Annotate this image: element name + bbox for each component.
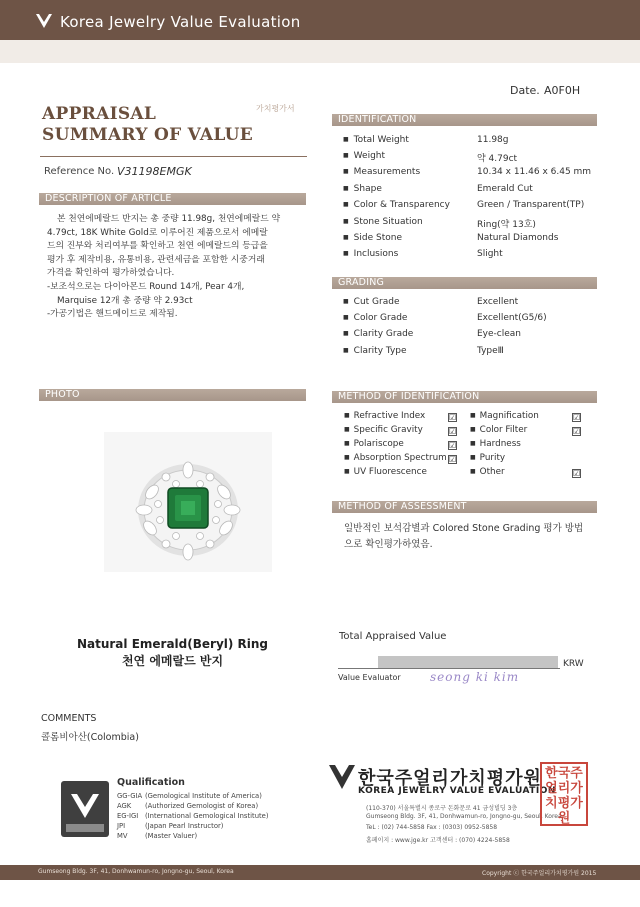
method-item [470, 411, 539, 421]
identification-row [343, 217, 603, 233]
qualification-row [117, 812, 269, 820]
appraised-value-line [338, 668, 560, 669]
title-divider [40, 156, 307, 157]
qualification-row [117, 792, 262, 800]
method-item [470, 425, 527, 435]
description-line: -보조석으로는 다이아몬드 Round 14개, Pear 4개, [47, 281, 245, 292]
grade-value: Eye-clean [477, 329, 522, 339]
checkbox-icon: ☑ [449, 441, 457, 450]
qualification-abbr: GG-GIA [117, 792, 143, 800]
grading-heading: GRADING [332, 277, 597, 289]
total-appraised-label: Total Appraised Value [339, 631, 447, 642]
identification-heading: IDENTIFICATION [332, 114, 597, 126]
qualification-desc: (International Gemological Institute) [145, 812, 269, 820]
evaluator-signature: seong ki kim [430, 670, 520, 684]
method-label: ■ Specific Gravity [344, 425, 423, 435]
method-item [470, 439, 521, 449]
method-item [344, 439, 404, 449]
spec-value: Ring(약 13호) [477, 220, 536, 230]
spec-value: Green / Transparent(TP) [477, 200, 585, 210]
method-label: ■ Purity [470, 453, 505, 463]
grade-value: TypeⅢ [477, 346, 504, 356]
reference-label: Reference No. [44, 166, 115, 177]
item-name-en: Natural Emerald(Beryl) Ring [76, 637, 269, 651]
checkbox-icon: ☑ [573, 427, 581, 436]
method-label: ■ Polariscope [344, 439, 404, 449]
identification-row [343, 151, 603, 167]
description-line: -가공기법은 핸드메이드로 제작됨. [47, 309, 178, 320]
qualification-row [117, 822, 223, 830]
ring-photo [104, 432, 272, 572]
spec-value: Natural Diamonds [477, 233, 559, 243]
description-line: 가격을 확인하여 평가하였습니다. [47, 268, 175, 279]
identification-row [343, 167, 603, 183]
description-line: 4.79ct, 18K White Gold로 이루어진 제품으로서 에메랄 [47, 227, 268, 238]
spec-key: ■ Color & Transparency [343, 200, 450, 210]
page-title [42, 104, 253, 146]
method-item [344, 425, 423, 435]
method-identification-heading: METHOD OF IDENTIFICATION [332, 391, 597, 403]
organization-name-kr: 한국주얼리가치평가원 [358, 768, 542, 789]
item-name [40, 636, 305, 670]
qualification-abbr: MV [117, 832, 128, 840]
qualification-abbr: EG-IGI [117, 812, 139, 820]
spec-value: Slight [477, 249, 503, 259]
description-line: 본 천연에메랄드 반지는 총 중량 11.98g, 천연에메랄드 약 [57, 214, 281, 224]
spec-key: ■ Stone Situation [343, 217, 423, 227]
checkbox-icon: ☑ [449, 413, 457, 422]
method-item [470, 467, 505, 477]
footer-copyright: Copyright ⓒ 한국주얼리가치평가원 2015 [482, 870, 597, 877]
assessment-line: 으로 확인평가하였음. [344, 539, 433, 550]
description-body [47, 213, 302, 322]
spec-key: ■ Inclusions [343, 249, 398, 259]
title-korean: 가치평가서 [256, 104, 295, 113]
qualification-abbr: AGK [117, 802, 132, 810]
qualification-abbr: JPI [117, 822, 126, 830]
currency-label: KRW [563, 659, 584, 669]
comments-label: COMMENTS [41, 713, 97, 724]
qualification-row [117, 832, 197, 840]
grade-key: ■ Clarity Grade [343, 329, 413, 339]
reference-value: V31198EMGK [117, 165, 192, 178]
organization-address: Gumseong Bldg. 3F, 41, Donhwamun-ro, Jongno-gu, Seoul, Korea [366, 813, 562, 820]
qualification-desc: (Japan Pearl Instructor) [145, 822, 224, 830]
organization-name-en: KOREA JEWELRY VALUE EVALUATION [358, 786, 556, 796]
organization-phone: TeL : (02) 744-5858 Fax : (0303) 0952-5858 [366, 824, 498, 831]
description-line: 드의 진부와 처리여부를 확인하고 천연 에메랄드의 등급을 [47, 241, 268, 252]
grading-row [343, 329, 603, 345]
grade-key: ■ Clarity Type [343, 346, 407, 356]
assessment-line: 일반적인 보석감별과 Colored Stone Grading 평가 방법 [344, 523, 584, 534]
qualification-title: Qualification [117, 777, 185, 788]
organization-website: 홈페이지 : www.jge.kr 고객센터 : (070) 4224-5858 [366, 837, 510, 844]
qualification-desc: (Authorized Gemologist of Korea) [145, 802, 259, 810]
qualification-badge-icon [60, 780, 110, 838]
appraised-value-redacted [378, 656, 558, 668]
identification-row [343, 233, 603, 249]
title-line-1: APPRAISAL [42, 104, 157, 124]
grading-row [343, 297, 603, 313]
organization-address: (110-370) 서울특별시 종로구 돈화문로 41 금성빌딩 3층 [366, 805, 518, 812]
method-label: ■ Hardness [470, 439, 521, 449]
method-item [344, 411, 425, 421]
item-name-kr: 천연 에메랄드 반지 [121, 654, 224, 668]
header-stripe [0, 40, 640, 63]
identification-row [343, 200, 603, 216]
spec-value: Emerald Cut [477, 184, 533, 194]
method-assessment-heading: METHOD OF ASSESSMENT [332, 501, 597, 513]
grade-value: Excellent(G5/6) [477, 313, 547, 323]
description-line: 평가 후 제작비용, 유통비용, 관련세금을 포함한 시중거래 [47, 254, 265, 265]
checkbox-icon: ☑ [449, 427, 457, 436]
grade-value: Excellent [477, 297, 519, 307]
qualification-desc: (Gemological Institute of America) [145, 792, 262, 800]
spec-key: ■ Measurements [343, 167, 420, 177]
official-seal-stamp: 한국주얼리가치평가원 [540, 762, 588, 826]
grading-row [343, 346, 603, 362]
qualification-row [117, 802, 258, 810]
method-label: ■ Absorption Spectrum [344, 453, 447, 463]
identification-row [343, 249, 603, 265]
photo-heading: PHOTO [39, 389, 306, 401]
method-label: ■ Magnification [470, 411, 539, 421]
method-label: ■ Color Filter [470, 425, 527, 435]
description-line: Marquise 12개 총 중량 약 2.93ct [57, 295, 193, 306]
method-identification-list [344, 411, 594, 483]
spec-key: ■ Shape [343, 184, 382, 194]
description-heading: DESCRIPTION OF ARTICLE [39, 193, 306, 205]
spec-key: ■ Side Stone [343, 233, 402, 243]
spec-value: 10.34 x 11.46 x 6.45 mm [477, 167, 592, 177]
method-label: ■ Refractive Index [344, 411, 425, 421]
ring-illustration [104, 432, 272, 572]
date-value: A0F0H [544, 84, 581, 97]
method-label: ■ Other [470, 467, 505, 477]
checkbox-icon: ☑ [449, 455, 457, 464]
diamond-logo-icon [35, 13, 53, 29]
comments-value: 콜롬비아산(Colombia) [41, 732, 139, 743]
spec-value: 11.98g [477, 135, 509, 145]
method-item [344, 453, 447, 463]
method-assessment-body [344, 521, 599, 553]
method-item [344, 467, 427, 477]
brand-title: Korea Jewelry Value Evaluation [60, 13, 301, 31]
spec-key: ■ Total Weight [343, 135, 409, 145]
identification-row [343, 135, 603, 151]
identification-row [343, 184, 603, 200]
qualification-desc: (Master Valuer) [145, 832, 198, 840]
grading-row [343, 313, 603, 329]
spec-value: 약 4.79ct [477, 154, 518, 164]
grade-key: ■ Color Grade [343, 313, 407, 323]
checkbox-icon: ☑ [573, 413, 581, 422]
method-item [470, 453, 505, 463]
footer-address: Gumseong Bldg. 3F, 41, Donhwamun-ro, Jongno-gu, Seoul, Korea [38, 868, 234, 875]
checkbox-icon: ☑ [573, 469, 581, 478]
title-line-2: SUMMARY OF VALUE [42, 125, 254, 145]
date-label: Date. [510, 84, 540, 97]
spec-key: ■ Weight [343, 151, 385, 161]
method-label: ■ UV Fluorescence [344, 467, 427, 477]
evaluator-label: Value Evaluator [338, 673, 401, 682]
grade-key: ■ Cut Grade [343, 297, 400, 307]
organization-logo-icon [328, 764, 356, 790]
